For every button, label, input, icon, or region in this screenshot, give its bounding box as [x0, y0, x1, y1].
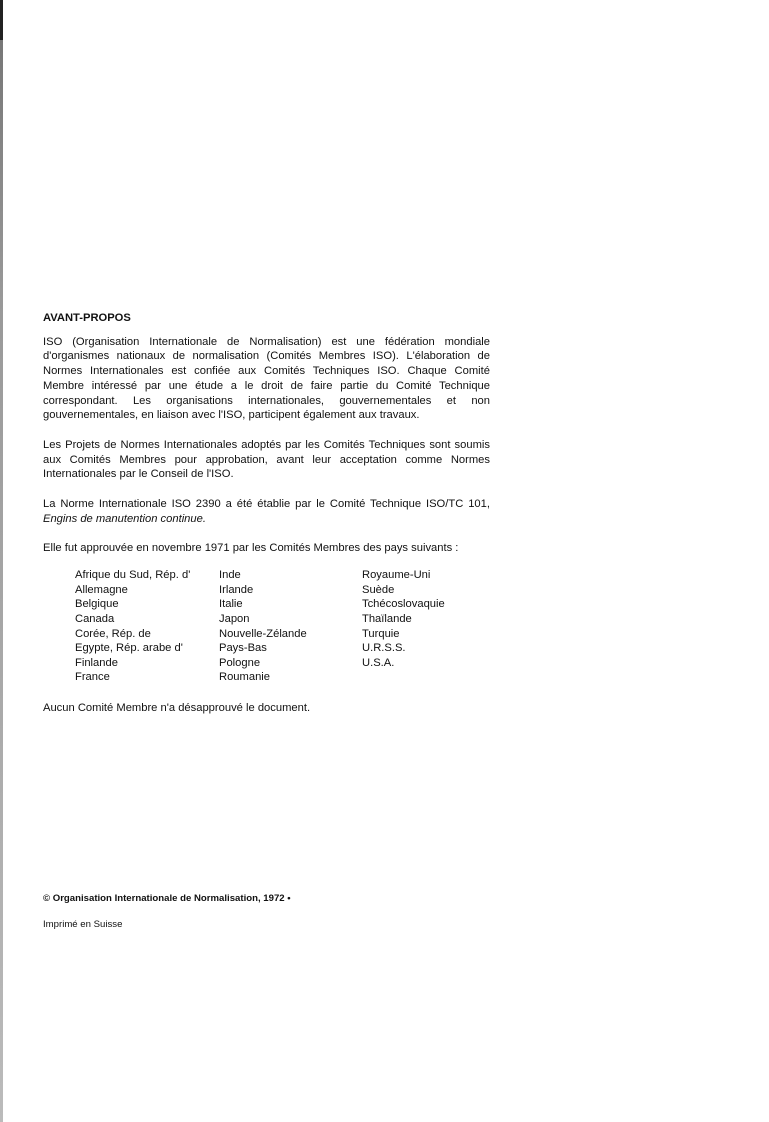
committee-title: Engins de manutention continue.: [43, 512, 206, 525]
country-name: Canada: [75, 612, 115, 625]
country-name: Corée, Rép. de: [75, 627, 151, 640]
country-name: Suède: [362, 583, 395, 596]
country-name: Nouvelle-Zélande: [219, 627, 307, 640]
country-name: U.S.A.: [362, 656, 395, 669]
country-name: Irlande: [219, 583, 254, 596]
country-name: Egypte, Rép. arabe d': [75, 642, 183, 655]
country-name: Afrique du Sud, Rép. d': [75, 569, 191, 582]
country-name: Allemagne: [75, 583, 128, 596]
country-name: Inde: [219, 569, 241, 582]
paragraph-no-disapproval: Aucun Comité Membre n'a désapprouvé le document.: [43, 701, 311, 714]
country-column-2: [219, 568, 362, 685]
country-name: Japon: [219, 612, 250, 625]
country-name: U.R.S.S.: [362, 642, 406, 655]
country-name: Thaïlande: [362, 612, 412, 625]
country-name: Roumanie: [219, 671, 270, 684]
paragraph-committee: [43, 497, 490, 526]
paragraph-draft-standards: Les Projets de Normes Internationales adoptés par les Comités Techniques sont soumis aux Comités Membres pour approbation, avant leur acceptation comme Normes Internationales par le Conseil de l'ISO.: [43, 438, 490, 481]
country-name: Finlande: [75, 656, 118, 669]
foreword-heading: AVANT-PROPOS: [43, 312, 131, 324]
country-name: Tchécoslovaquie: [362, 598, 445, 611]
country-name: Royaume-Uni: [362, 569, 431, 582]
printed-in: Imprimé en Suisse: [43, 919, 123, 930]
country-column-3: [362, 568, 482, 685]
country-name: Italie: [219, 598, 243, 611]
country-name: Turquie: [362, 627, 400, 640]
scan-edge: [0, 0, 3, 1122]
paragraph-approval: Elle fut approuvée en novembre 1971 par les Comités Membres des pays suivants :: [43, 542, 459, 555]
country-name: Pologne: [219, 656, 261, 669]
committee-text: La Norme Internationale ISO 2390 a été établie par le Comité Technique ISO/TC 101,: [43, 498, 490, 511]
country-name: Pays-Bas: [219, 642, 267, 655]
paragraph-iso-intro: ISO (Organisation Internationale de Normalisation) est une fédération mondiale d'organismes nationaux de normalisation (Comités Membres ISO). L'élaboration de Normes Internationales est confiée aux Comités Techniques ISO. Chaque Comité Membre intéressé par une étude a le droit de faire partie du Comité Technique correspondant. Les organisations internationales, gouvernementales et non gouvernementales, en liaison avec l'ISO, participent également aux travaux.: [43, 335, 490, 422]
country-list: [43, 568, 490, 685]
country-name: France: [75, 671, 110, 684]
foreword-section: [43, 311, 490, 731]
country-column-1: [75, 568, 219, 685]
country-name: Belgique: [75, 598, 119, 611]
copyright-notice: © Organisation Internationale de Normalisation, 1972 •: [43, 893, 291, 904]
